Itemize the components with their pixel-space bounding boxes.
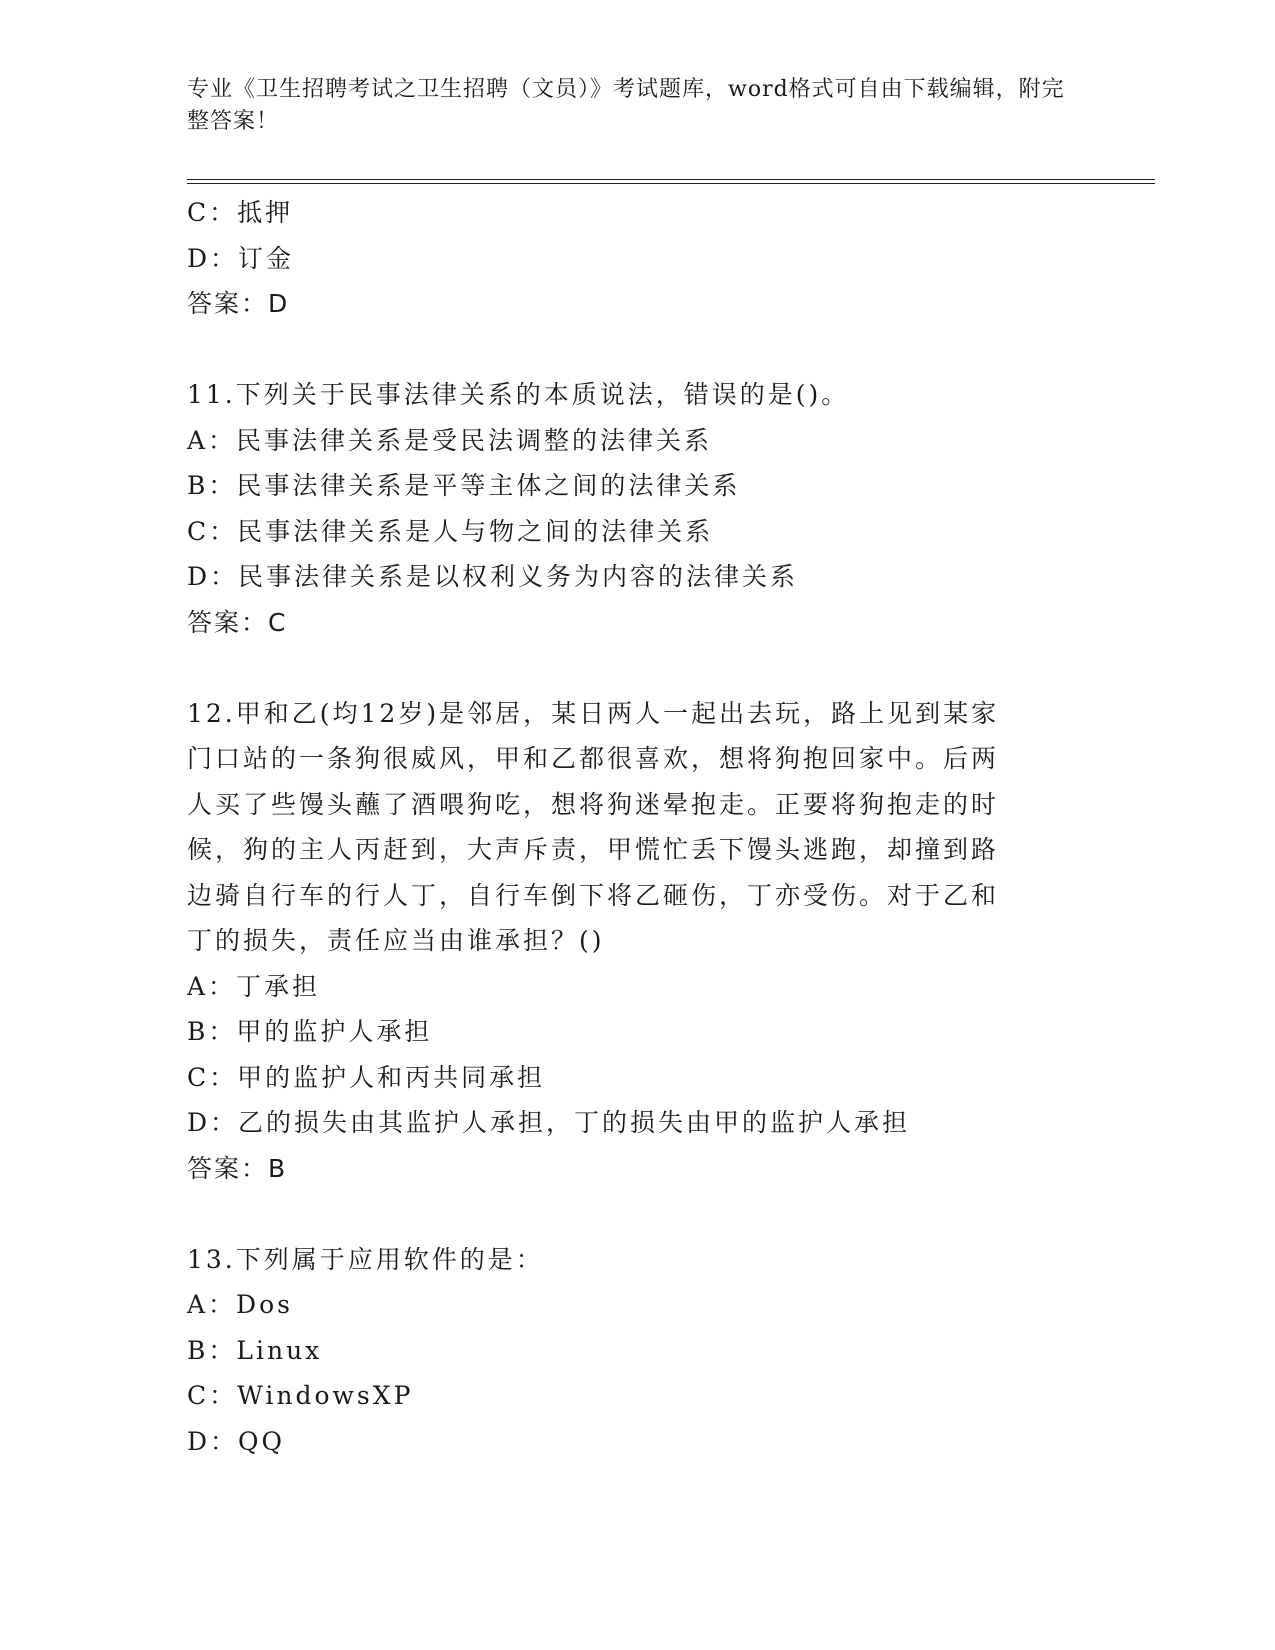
question-list [187, 190, 1067, 1464]
option-b: B：民事法律关系是平等主体之间的法律关系 [187, 471, 741, 500]
spacer [187, 1191, 1067, 1237]
option-d: D：订金 [187, 243, 295, 273]
option-b: B：Linux [187, 1335, 323, 1365]
header-divider-top [187, 179, 1155, 180]
option-d: D：民事法律关系是以权利义务为内容的法律关系 [187, 562, 799, 591]
option-c: C：民事法律关系是人与物之间的法律关系 [187, 516, 714, 546]
question-text: 13.下列属于应用软件的是： [187, 1244, 544, 1274]
option-a: A：丁承担 [187, 971, 321, 1001]
previous-question [187, 190, 1067, 327]
answer-line: 答案：B [187, 1153, 288, 1183]
spacer [187, 327, 1067, 373]
answer-line: 答案：C [187, 607, 288, 637]
option-b: B：甲的监护人承担 [187, 1017, 433, 1046]
document-header: 专业《卫生招聘考试之卫生招聘（文员）》考试题库，word格式可自由下载编辑，附完整答案！ [187, 77, 1065, 134]
option-c: C：WindowsXP [187, 1381, 414, 1410]
option-a: A：Dos [187, 1290, 293, 1319]
option-d: D：乙的损失由其监护人承担，丁的损失由甲的监护人承担 [187, 1108, 911, 1137]
option-d: D：QQ [187, 1426, 286, 1456]
question-11 [187, 372, 1067, 645]
question-text: 12.甲和乙(均12岁)是邻居，某日两人一起出去玩，路上见到某家门口站的一条狗很威风，甲和乙都很喜欢，想将狗抱回家中。后两人买了些馒头蘸了酒喂狗吃，想将狗迷晕抱走。正要将狗抱走的时候，狗的主人丙赶到，大声斥责，甲慌忙丢下馒头逃跑，却撞到路边骑自行车的行人丁，自行车倒下将乙砸伤，丁亦受伤。对于乙和丁的损失，责任应当由谁承担？() [187, 698, 1000, 955]
spacer [187, 645, 1067, 691]
option-a: A：民事法律关系是受民法调整的法律关系 [187, 425, 713, 455]
question-13 [187, 1237, 1067, 1465]
question-12 [187, 691, 1067, 1192]
question-text: 11.下列关于民事法律关系的本质说法，错误的是()。 [187, 380, 850, 409]
option-c: C：抵押 [187, 198, 294, 227]
answer-line: 答案：D [187, 289, 290, 318]
header-divider-bottom [187, 183, 1155, 184]
option-c: C：甲的监护人和丙共同承担 [187, 1062, 546, 1092]
